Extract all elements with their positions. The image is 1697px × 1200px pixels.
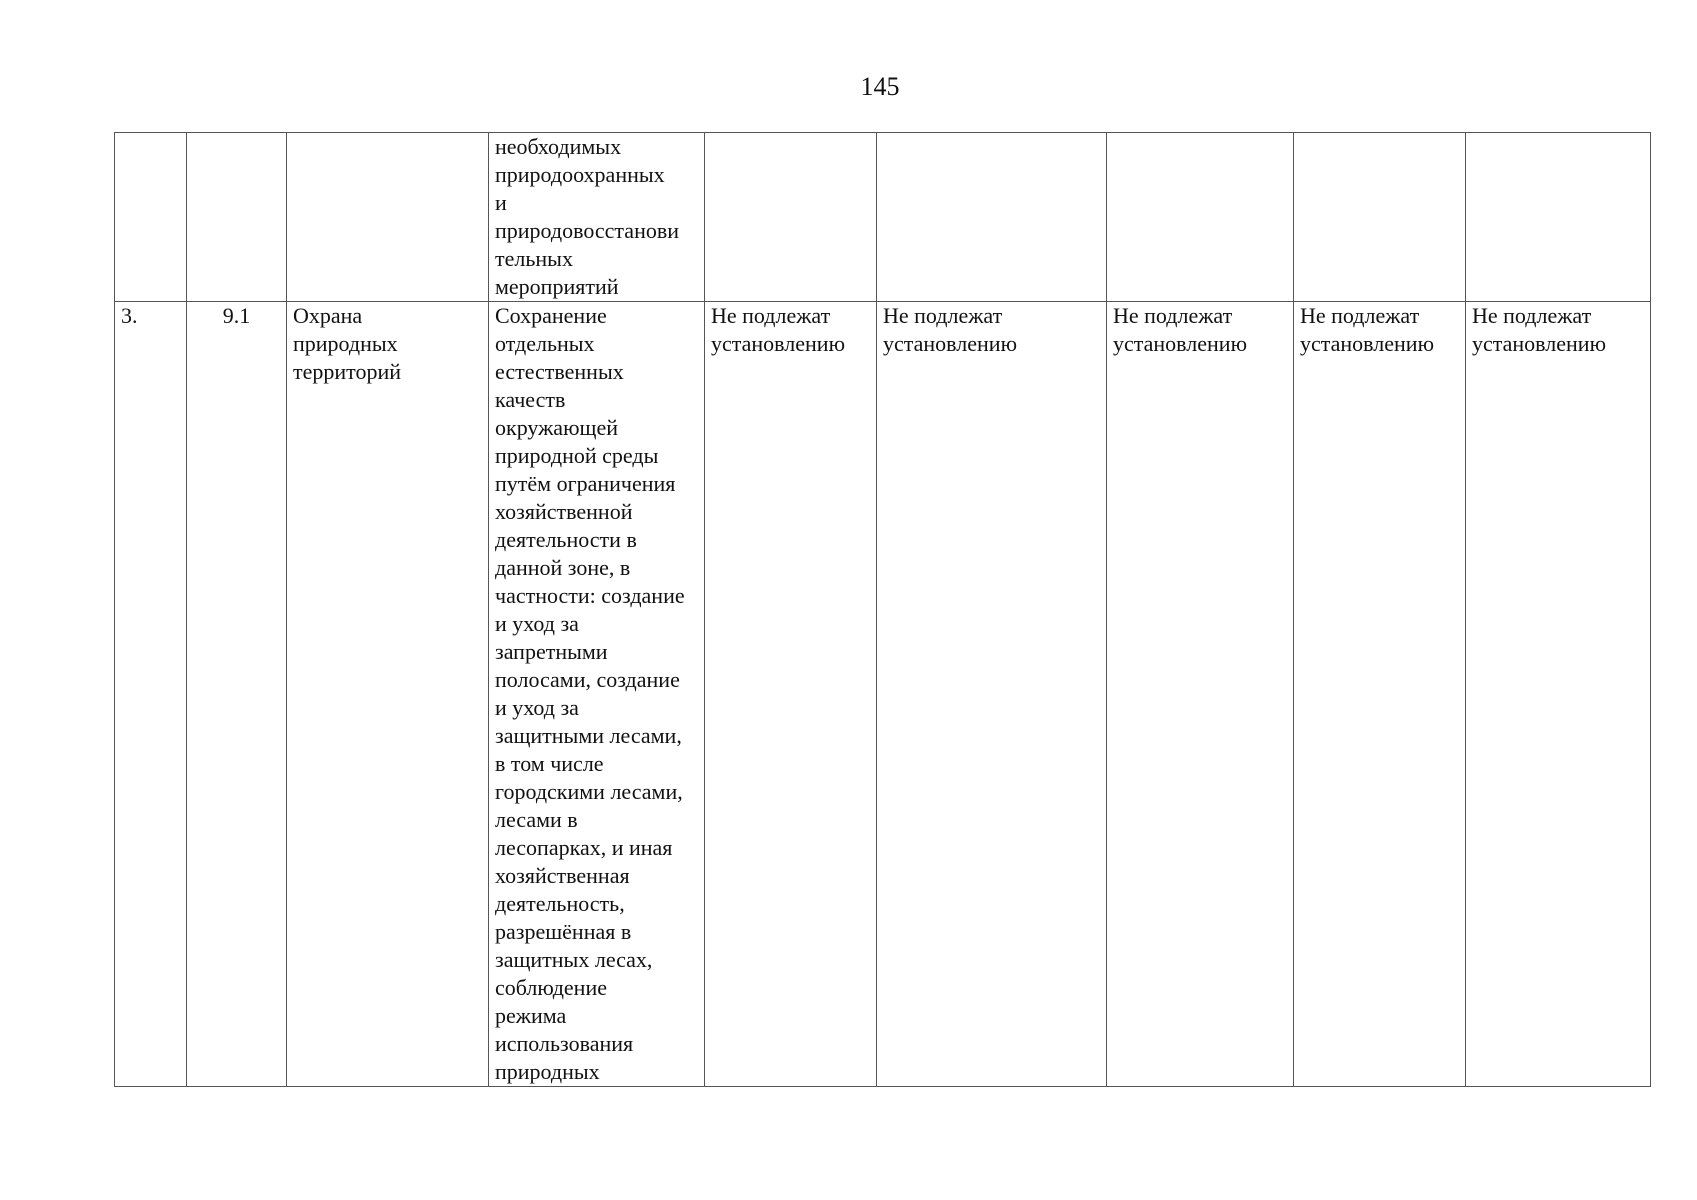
regulations-table [114,132,1651,1087]
cell-col6 [877,133,1107,302]
cell-col7 [1107,133,1294,302]
cell-description: Сохранение отдельных естественных качеств окружающей природной среды путём ограничения хозяйственной деятельности в данной зоне, в частности: создание и уход за запретными полосами, создание и уход за защитными лесами, в том числе городскими лесами, лесами в лесопарках, и иная хозяйственная деятельность, разрешённая в защитных лесах, соблюдение режима использования природных [489,302,705,1087]
cell-col9: Не подлежат установлению [1466,302,1651,1087]
cell-description: необходимых природоохранных и природовосстанови тельных мероприятий [489,133,705,302]
cell-number [115,133,187,302]
cell-col9 [1466,133,1651,302]
cell-code: 9.1 [187,302,287,1087]
table-row [115,302,1651,1087]
cell-col6: Не подлежат установлению [877,302,1107,1087]
cell-col7: Не подлежат установлению [1107,302,1294,1087]
cell-col5 [705,133,877,302]
cell-col8: Не подлежат установлению [1294,302,1466,1087]
table-row [115,133,1651,302]
cell-col8 [1294,133,1466,302]
cell-col5: Не подлежат установлению [705,302,877,1087]
cell-name [287,133,489,302]
cell-name: Охрана природных территорий [287,302,489,1087]
page-number: 145 [860,72,900,101]
cell-code [187,133,287,302]
cell-number: 3. [115,302,187,1087]
